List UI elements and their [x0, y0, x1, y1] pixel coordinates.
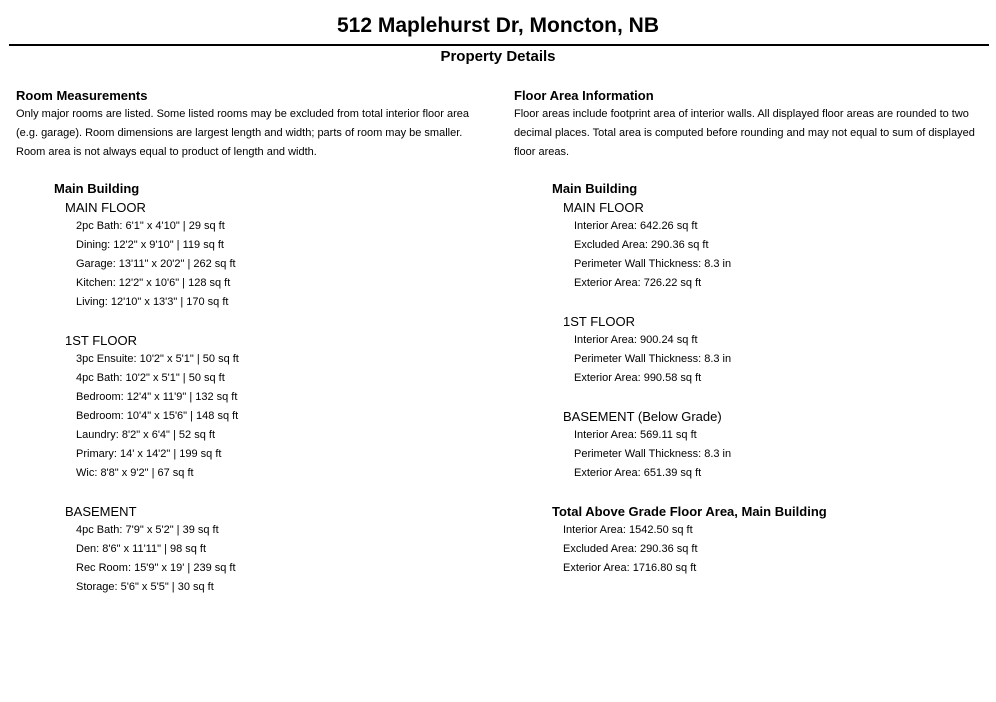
room-entry: Bedroom: 10'4" x 15'6" | 148 sq ft — [76, 410, 239, 422]
room-measurements-description: Only major rooms are listed. Some listed rooms may be excluded from total interior floor area (e.g. garage). Room dimensions are largest length and width; parts of room may be smaller. Room area is not always equal to product of length and width. — [16, 108, 470, 158]
room-entry: Wic: 8'8" x 9'2" | 67 sq ft — [76, 467, 194, 479]
room-building-block — [54, 179, 492, 597]
total-entry: Exterior Area: 1716.80 sq ft — [563, 562, 697, 574]
area-entry: Excluded Area: 290.36 sq ft — [574, 239, 709, 251]
area-entry: Exterior Area: 726.22 sq ft — [574, 277, 702, 289]
room-measurements-heading: Room Measurements — [16, 88, 148, 103]
floor-block-main — [65, 198, 492, 312]
area-building-block — [552, 179, 992, 578]
area-entry: Perimeter Wall Thickness: 8.3 in — [574, 448, 732, 460]
room-entry: 2pc Bath: 6'1" x 4'10" | 29 sq ft — [76, 220, 225, 232]
area-entry: Interior Area: 569.11 sq ft — [574, 429, 697, 441]
building-name: Main Building — [552, 181, 638, 196]
page-subtitle: Property Details — [440, 48, 556, 65]
floor-name: BASEMENT — [65, 504, 137, 519]
room-entry: Bedroom: 12'4" x 11'9" | 132 sq ft — [76, 391, 238, 403]
room-entry: 3pc Ensuite: 10'2" x 5'1" | 50 sq ft — [76, 353, 239, 365]
total-entry: Interior Area: 1542.50 sq ft — [563, 524, 693, 536]
area-entry: Exterior Area: 990.58 sq ft — [574, 372, 702, 384]
floor-name: 1ST FLOOR — [65, 333, 138, 348]
room-entry: Dining: 12'2" x 9'10" | 119 sq ft — [76, 239, 224, 251]
room-entry: 4pc Bath: 7'9" x 5'2" | 39 sq ft — [76, 524, 219, 536]
floor-area-heading: Floor Area Information — [514, 88, 654, 103]
floor-block-basement — [65, 502, 492, 597]
area-entry: Interior Area: 900.24 sq ft — [574, 334, 698, 346]
total-area-heading: Total Above Grade Floor Area, Main Building — [552, 504, 827, 519]
room-entry: Rec Room: 15'9" x 19' | 239 sq ft — [76, 562, 236, 574]
room-entry: Laundry: 8'2" x 6'4" | 52 sq ft — [76, 429, 216, 441]
room-entry: Storage: 5'6" x 5'5" | 30 sq ft — [76, 581, 214, 593]
area-floor-1st — [563, 312, 992, 388]
room-measurements-section — [16, 87, 492, 597]
area-entry: Perimeter Wall Thickness: 8.3 in — [574, 353, 732, 365]
area-floor-basement — [563, 407, 992, 483]
total-entry: Excluded Area: 290.36 sq ft — [563, 543, 698, 555]
area-floor-main — [563, 198, 992, 293]
room-entry: Living: 12'10" x 13'3" | 170 sq ft — [76, 296, 229, 308]
building-name: Main Building — [54, 181, 140, 196]
room-entry: Den: 8'6" x 11'11" | 98 sq ft — [76, 543, 207, 555]
floor-name: MAIN FLOOR — [65, 200, 146, 215]
floor-name: MAIN FLOOR — [563, 200, 644, 215]
area-entry: Perimeter Wall Thickness: 8.3 in — [574, 258, 732, 270]
page-title: 512 Maplehurst Dr, Moncton, NB — [336, 14, 660, 37]
total-area-block — [552, 502, 992, 578]
floor-area-section — [514, 87, 992, 578]
total-area-lines — [563, 521, 992, 578]
floor-name: 1ST FLOOR — [563, 314, 636, 329]
area-entry: Interior Area: 642.26 sq ft — [574, 220, 698, 232]
area-entry: Exterior Area: 651.39 sq ft — [574, 467, 702, 479]
floor-block-1st — [65, 331, 492, 483]
title-divider — [9, 44, 989, 46]
room-entry: 4pc Bath: 10'2" x 5'1" | 50 sq ft — [76, 372, 225, 384]
room-entry: Kitchen: 12'2" x 10'6" | 128 sq ft — [76, 277, 231, 289]
floor-name: BASEMENT (Below Grade) — [563, 409, 722, 424]
room-entry: Garage: 13'11" x 20'2" | 262 sq ft — [76, 258, 236, 270]
room-entry: Primary: 14' x 14'2" | 199 sq ft — [76, 448, 222, 460]
floor-area-description: Floor areas include footprint area of interior walls. All displayed floor areas are rounded to two decimal places. Total area is computed before rounding and may not equal to sum of displayed floor areas. — [514, 108, 975, 158]
